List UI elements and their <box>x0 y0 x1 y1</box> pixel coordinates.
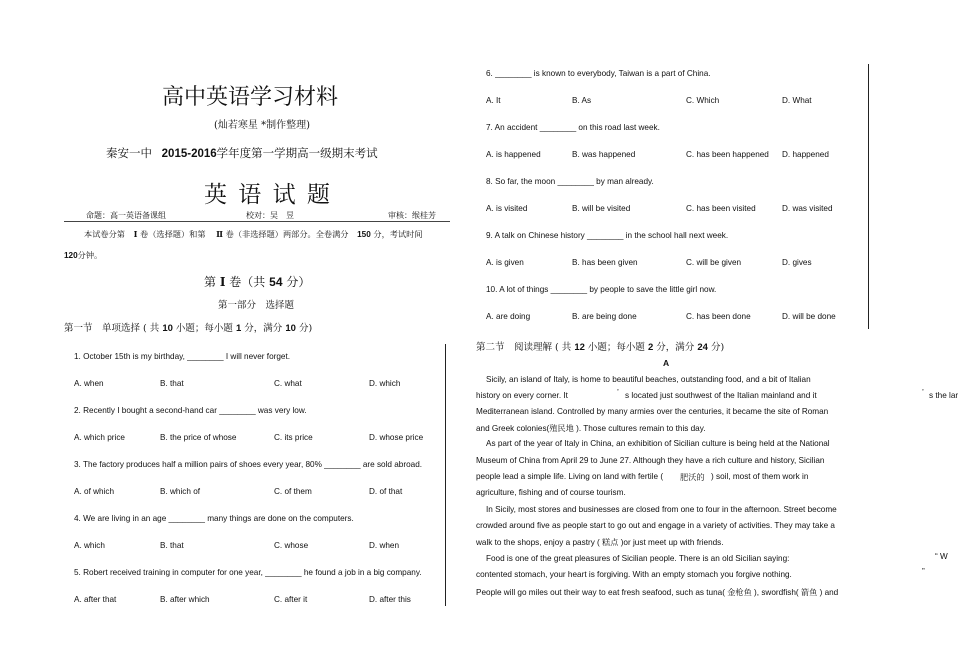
q2-option-c[interactable]: C. its price <box>274 433 313 442</box>
exam-years: 2015-2016 <box>161 148 217 160</box>
intro-time-unit: 分钟。 <box>77 250 103 260</box>
volume-title-d: 54 <box>269 275 283 289</box>
section-1-a: 第一节 单项选择 <box>64 323 141 334</box>
question-6: 6. ________ is known to everybody, Taiwan is a part of China. <box>486 69 711 78</box>
passage-line-2c: s the lar <box>929 391 958 400</box>
passage-line-2a: history on every corner. It <box>476 391 568 400</box>
passage-apostrophe-1: ’ <box>617 388 619 397</box>
intro-line-2 <box>64 250 102 261</box>
question-4: 4. We are living in an age ________ many things are done on the computers. <box>74 514 354 523</box>
passage-apostrophe-2: ’ <box>922 388 924 397</box>
q6-option-b[interactable]: B. As <box>572 96 592 105</box>
right-column-border <box>868 64 869 329</box>
q8-option-c[interactable]: C. has been visited <box>686 204 756 213</box>
section-2-f: 分，满分 <box>656 342 695 353</box>
proposer: 命题：高一英语备课组 <box>86 211 166 220</box>
q3-option-b[interactable]: B. which of <box>160 487 201 496</box>
q10-option-d[interactable]: D. will be done <box>782 312 836 321</box>
q3-option-a[interactable]: A. of which <box>74 487 115 496</box>
paper-title: 英 语 试 题 <box>204 182 332 208</box>
volume-title-b: Ⅰ <box>219 275 226 289</box>
passage-line-12a: Food is one of the great pleasures of Sicilian people. There is an old Sicilian saying: <box>486 554 790 563</box>
intro-text-c: 卷（选择题）和第 <box>140 229 206 239</box>
q7-option-c[interactable]: C. has been happened <box>686 150 769 159</box>
intro-text-a: 本试卷分第 <box>84 229 125 239</box>
q3-option-c[interactable]: C. of them <box>274 487 312 496</box>
q6-option-a[interactable]: A. It <box>486 96 501 105</box>
passage-label: A <box>663 358 670 368</box>
section-1-e: 1 <box>235 323 242 334</box>
question-9: 9. A talk on Chinese history ________ in the school hall next week. <box>486 231 729 240</box>
section-title-1 <box>64 320 312 334</box>
section-title-2 <box>476 339 724 353</box>
left-column-border <box>445 344 446 606</box>
q9-option-a[interactable]: A. is given <box>486 258 524 267</box>
passage-line-2b: s located just southwest of the Italian mainland and it <box>625 391 817 400</box>
q3-option-d[interactable]: D. of that <box>369 487 403 496</box>
q5-option-b[interactable]: B. after which <box>160 595 210 604</box>
passage-line-7c: ) soil, most of them work in <box>711 472 809 481</box>
proofreader: 校对：吴 昱 <box>246 211 294 220</box>
question-10: 10. A lot of things ________ by people to save the little girl now. <box>486 285 717 294</box>
exam-description: 学年度第一学期高一级期末考试 <box>216 146 378 160</box>
passage-line-7b: 肥沃的 <box>680 473 705 482</box>
exam-line <box>106 145 378 161</box>
q1-option-c[interactable]: C. what <box>274 379 302 388</box>
q7-option-a[interactable]: A. is happened <box>486 150 541 159</box>
intro-text-b: Ⅰ <box>133 229 138 239</box>
intro-text-e: 卷（非选择题）两部分。全卷满分 <box>225 229 349 239</box>
q7-option-b[interactable]: B. was happened <box>572 150 636 159</box>
q4-option-c[interactable]: C. whose <box>274 541 309 550</box>
section-2-a: 第二节 阅读理解 <box>476 342 553 353</box>
intro-text-d: Ⅱ <box>216 229 224 239</box>
q10-option-c[interactable]: C. has been done <box>686 312 751 321</box>
q8-option-a[interactable]: A. is visited <box>486 204 528 213</box>
q6-option-c[interactable]: C. Which <box>686 96 720 105</box>
question-1: 1. October 15th is my birthday, ________ I will never forget. <box>74 352 291 361</box>
q9-option-b[interactable]: B. has been given <box>572 258 638 267</box>
q6-option-d[interactable]: D. What <box>782 96 812 105</box>
q2-option-a[interactable]: A. which price <box>74 433 125 442</box>
passage-line-8: agriculture, fishing and of course tourism. <box>476 488 626 497</box>
passage-line-6: Museum of China from April 29 to June 27. Although they have a rich culture and history, Sicilian <box>476 456 825 465</box>
q2-option-b[interactable]: B. the price of whose <box>160 433 237 442</box>
passage-line-12b: “ W <box>935 552 948 561</box>
passage-line-13a: contented stomach, your heart is forgiving. With an empty stomach you forgive nothing. <box>476 570 792 579</box>
volume-title-c: 卷（共 <box>229 275 266 289</box>
section-1-c: 10 <box>162 323 173 334</box>
passage-line-14: People will go miles out their way to eat fresh seafood, such as tuna( 金枪鱼 ), swordfish( 箭鱼 ) and <box>476 588 839 597</box>
passage-line-3: Mediterranean island. Controlled by many armies over the centuries, it became the site of Roman <box>476 407 829 416</box>
q4-option-b[interactable]: B. that <box>160 541 184 550</box>
meta-divider <box>64 221 450 222</box>
q2-option-d[interactable]: D. whose price <box>369 433 424 442</box>
question-5: 5. Robert received training in computer for one year, ________ he found a job in a big company. <box>74 568 422 577</box>
q9-option-c[interactable]: C. will be given <box>686 258 742 267</box>
passage-line-1: Sicily, an island of Italy, is home to beautiful beaches, outstanding food, and a bit of Italian <box>486 375 811 384</box>
q9-option-d[interactable]: D. gives <box>782 258 812 267</box>
section-2-e: 2 <box>647 342 654 353</box>
section-1-d: 小题；每小题 <box>175 323 233 334</box>
q8-option-b[interactable]: B. will be visited <box>572 204 631 213</box>
volume-title <box>204 273 310 290</box>
section-2-c: 12 <box>574 342 585 353</box>
passage-line-11: walk to the shops, enjoy a pastry ( 糕点 )or just meet up with friends. <box>476 538 724 547</box>
passage-line-10: crowded around five as people start to go out and engage in a variety of activities. They may take a <box>476 521 835 530</box>
passage-line-7a: people lead a simple life. Living on land with fertile ( <box>476 472 664 481</box>
reviewer: 审核：缑桂芳 <box>388 211 436 220</box>
q1-option-b[interactable]: B. that <box>160 379 184 388</box>
passage-line-4: and Greek colonies(殖民地 ). Those cultures remain to this day. <box>476 424 706 433</box>
section-1-h: 分) <box>298 323 313 334</box>
section-2-g: 24 <box>697 342 708 353</box>
section-1-b: ( 共 <box>143 323 160 334</box>
q1-option-d[interactable]: D. which <box>369 379 401 388</box>
q5-option-a[interactable]: A. after that <box>74 595 117 604</box>
section-2-b: ( 共 <box>555 342 572 353</box>
intro-time: 120 <box>64 251 78 260</box>
q5-option-c[interactable]: C. after it <box>274 595 308 604</box>
question-2: 2. Recently I bought a second-hand car ________ was very low. <box>74 406 307 415</box>
intro-text-g: 分，考试时间 <box>373 229 423 239</box>
q8-option-d[interactable]: D. was visited <box>782 204 833 213</box>
q10-option-b[interactable]: B. are being done <box>572 312 637 321</box>
q1-option-a[interactable]: A. when <box>74 379 104 388</box>
volume-title-e: 分） <box>286 275 311 289</box>
volume-title-a: 第 <box>204 275 217 289</box>
q5-option-d[interactable]: D. after this <box>369 595 411 604</box>
q7-option-d[interactable]: D. happened <box>782 150 829 159</box>
passage-line-9: In Sicily, most stores and businesses are closed from one to four in the afternoon. Street become <box>486 505 837 514</box>
question-3: 3. The factory produces half a million pairs of shoes every year, 80% ________ are sold abroad. <box>74 460 423 469</box>
section-2-h: 分) <box>710 342 725 353</box>
question-8: 8. So far, the moon ________ by man already. <box>486 177 654 186</box>
main-title: 高中英语学习材料 <box>162 85 339 110</box>
intro-text-f: 150 <box>357 230 371 239</box>
intro-line-1 <box>84 229 423 240</box>
part-title: 第一部分 选择题 <box>218 300 295 311</box>
q4-option-d[interactable]: D. when <box>369 541 400 550</box>
section-2-d: 小题；每小题 <box>587 342 645 353</box>
question-7: 7. An accident ________ on this road last week. <box>486 123 660 132</box>
q4-option-a[interactable]: A. which <box>74 541 105 550</box>
section-1-g: 10 <box>285 323 296 334</box>
section-1-f: 分，满分 <box>244 323 283 334</box>
subtitle: (灿若寒星 *制作整理) <box>214 120 310 131</box>
exam-school: 秦安一中 <box>106 146 152 160</box>
passage-line-13b: ” <box>922 567 925 576</box>
passage-line-5: As part of the year of Italy in China, an exhibition of Sicilian culture is being held at the National <box>486 439 830 448</box>
q10-option-a[interactable]: A. are doing <box>486 312 531 321</box>
